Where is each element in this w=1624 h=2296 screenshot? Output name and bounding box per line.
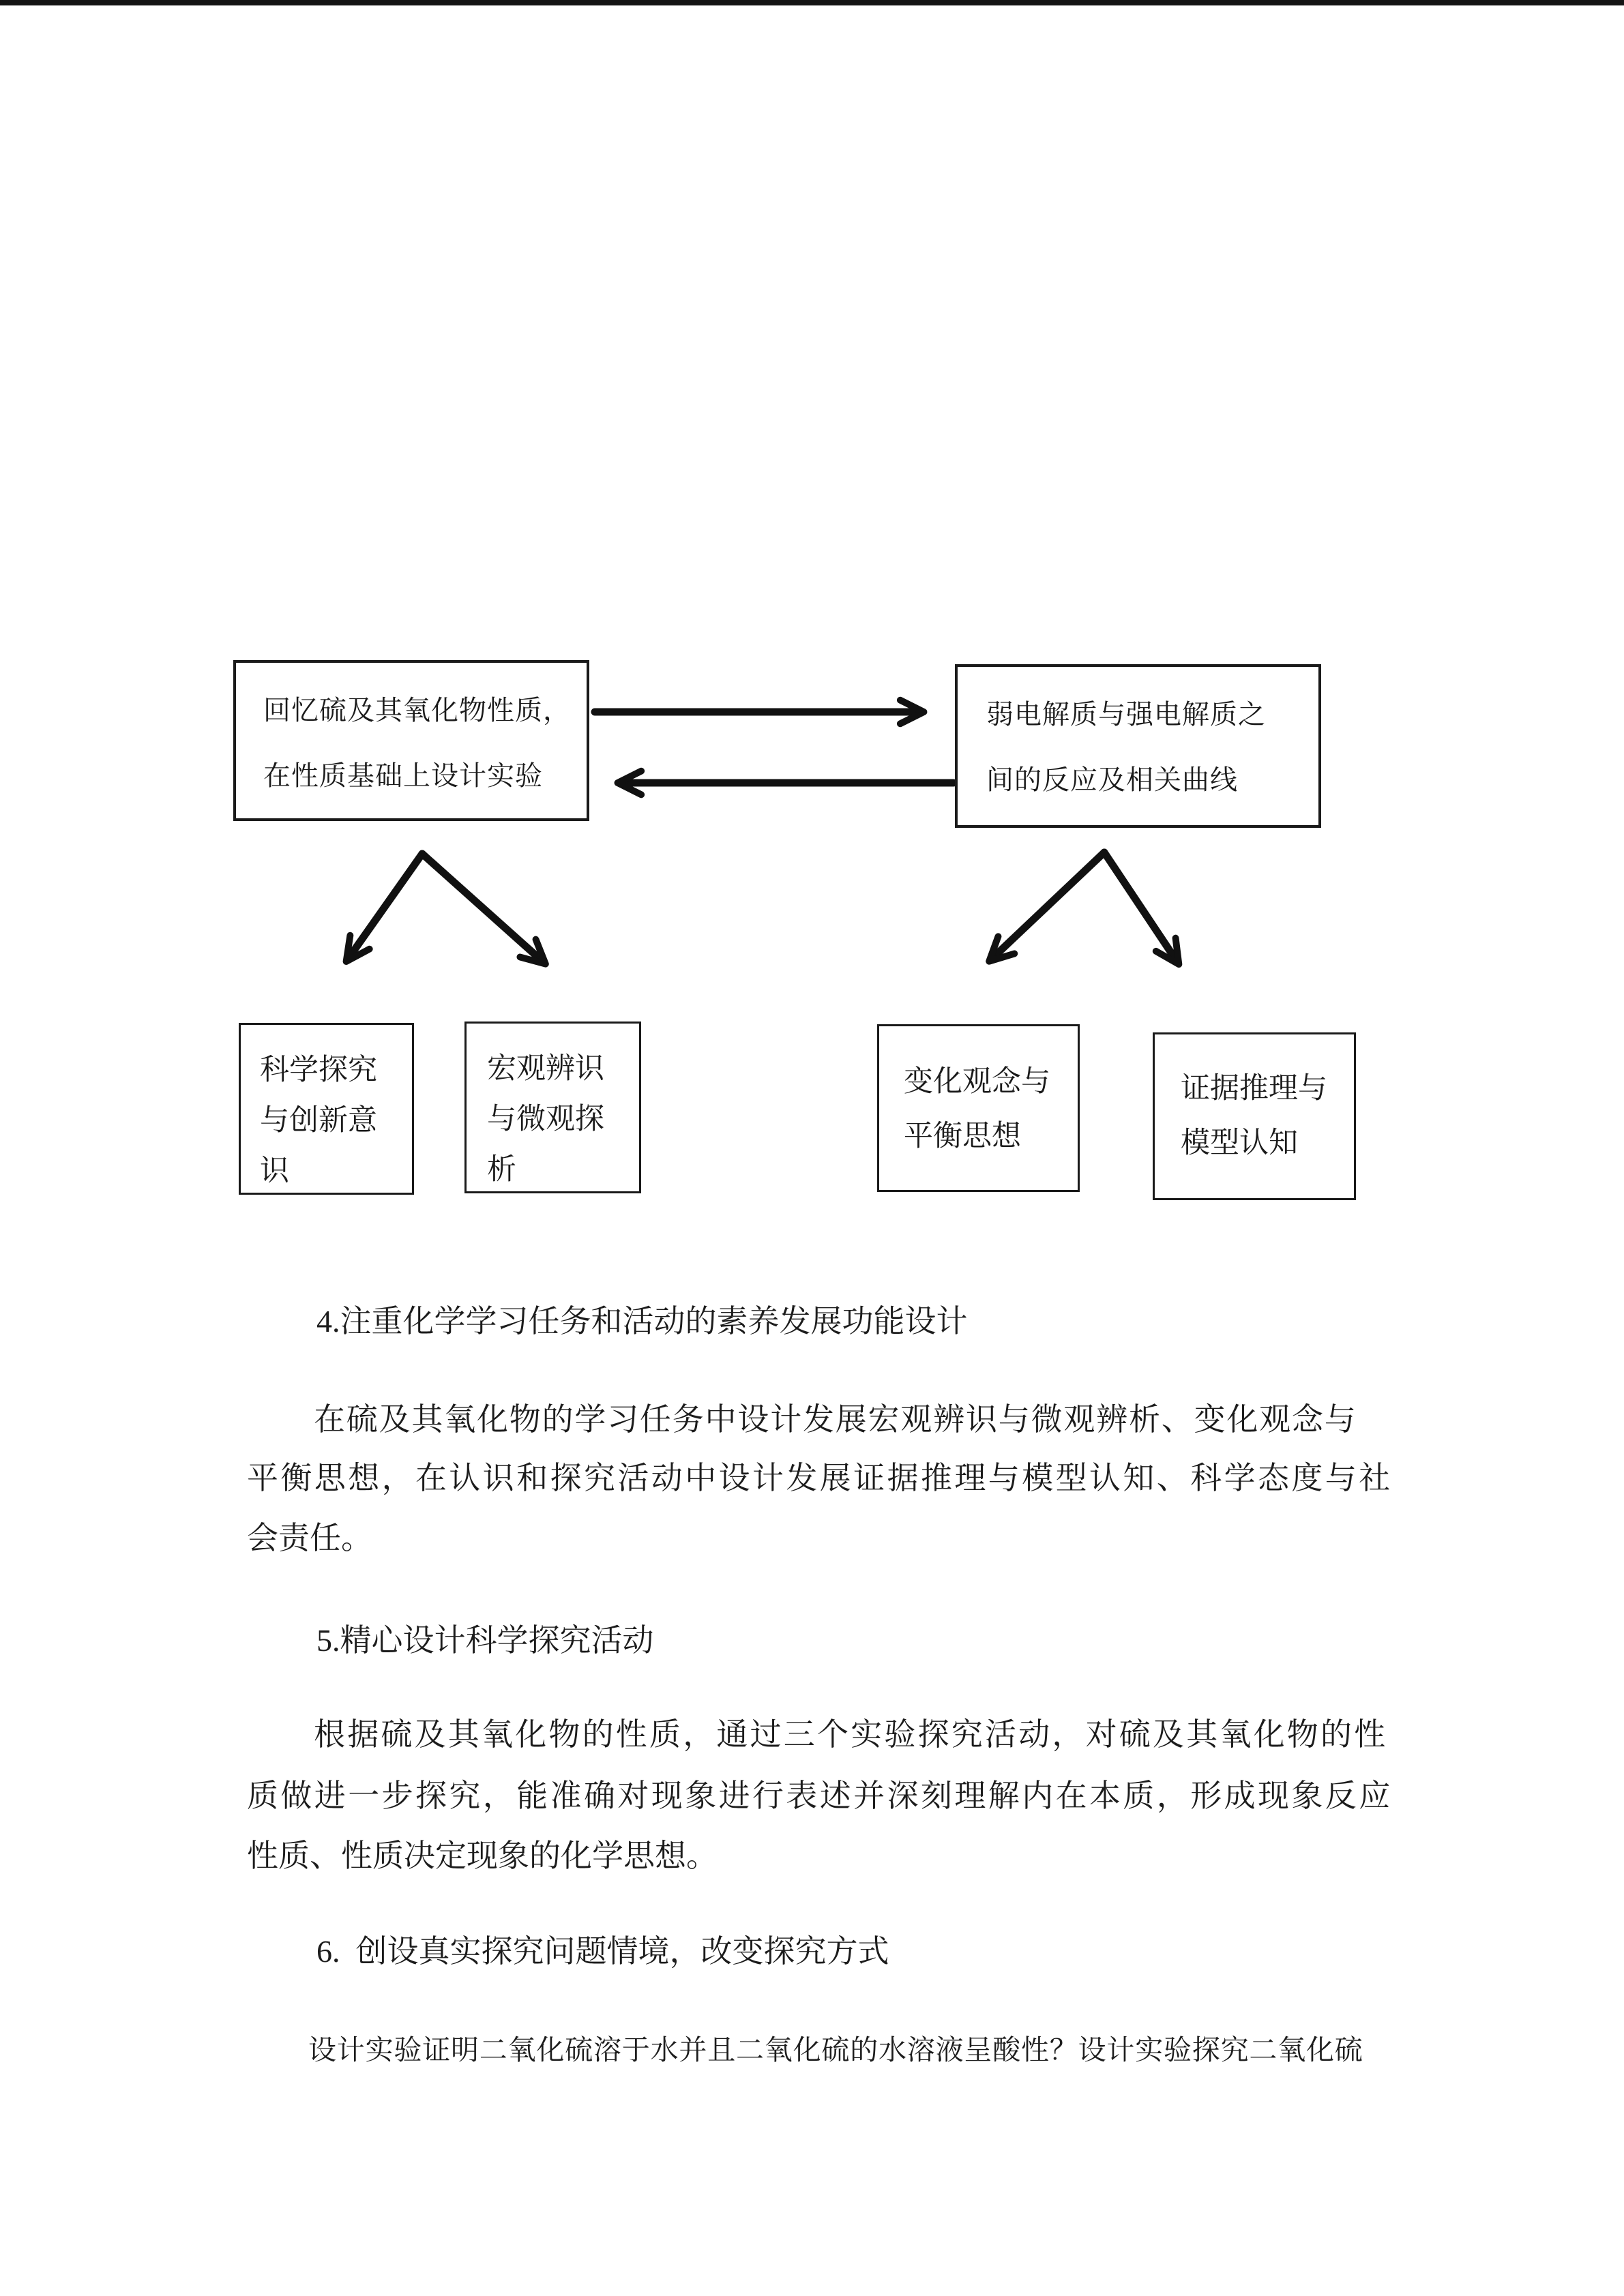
flow-box-recall [233,660,589,821]
closing-line: 设计实验证明二氧化硫溶于水并且二氧化硫的水溶液呈酸性？设计实验探究二氧化硫 [308,2034,1363,2066]
heading-4: 4.注重化学学习任务和活动的素养发展功能设计 [316,1304,968,1339]
paragraph-4-line-2: 平衡思想，在认识和探究活动中设计发展证据推理与模型认知、科学态度与社 [247,1461,1393,1495]
paragraph-4-line-1: 在硫及其氧化物的学习任务中设计发展宏观辨识与微观辨析、变化观念与 [314,1402,1357,1437]
paragraph-5-line-2: 质做进一步探究，能准确对现象进行表述并深刻理解内在本质，形成现象反应 [247,1778,1393,1813]
box-line: 证据推理与 [1181,1073,1327,1105]
box-line: 平衡思想 [904,1120,1021,1152]
flow-box-electrolyte [955,664,1321,828]
left-v-arrow-right-icon [422,854,544,963]
paragraph-5-line-1: 根据硫及其氧化物的性质，通过三个实验探究活动，对硫及其氧化物的性 [314,1717,1388,1752]
right-v-arrow-right-icon [1104,852,1178,963]
paragraph-4-line-3: 会责任。 [247,1521,372,1555]
box-line: 宏观辨识 [487,1053,604,1085]
flow-box-line: 在性质基础上设计实验 [263,760,543,791]
box-line: 识 [260,1155,289,1187]
competency-box-evidence-model [1153,1032,1356,1200]
box-line: 模型认知 [1181,1127,1298,1159]
box-line: 析 [487,1154,516,1186]
flow-box-line: 间的反应及相关曲线 [986,764,1238,795]
box-line: 变化观念与 [904,1066,1050,1098]
flow-box-line: 弱电解质与强电解质之 [986,699,1266,730]
competency-box-change-balance [877,1024,1080,1192]
competency-box-macro-micro [464,1022,641,1193]
box-line: 科学探究 [260,1054,377,1086]
heading-6: 6. 创设真实探究问题情境，改变探究方式 [316,1934,889,1969]
heading-5: 5.精心设计科学探究活动 [316,1623,654,1658]
box-line: 与微观探 [487,1103,604,1135]
right-v-arrow-left-icon [990,852,1104,960]
flow-box-line: 回忆硫及其氧化物性质， [263,695,571,726]
box-line: 与创新意 [260,1105,377,1137]
paragraph-5-line-3: 性质、性质决定现象的化学思想。 [247,1838,718,1873]
competency-box-scientific-inquiry [239,1023,414,1195]
left-v-arrow-left-icon [347,854,422,960]
